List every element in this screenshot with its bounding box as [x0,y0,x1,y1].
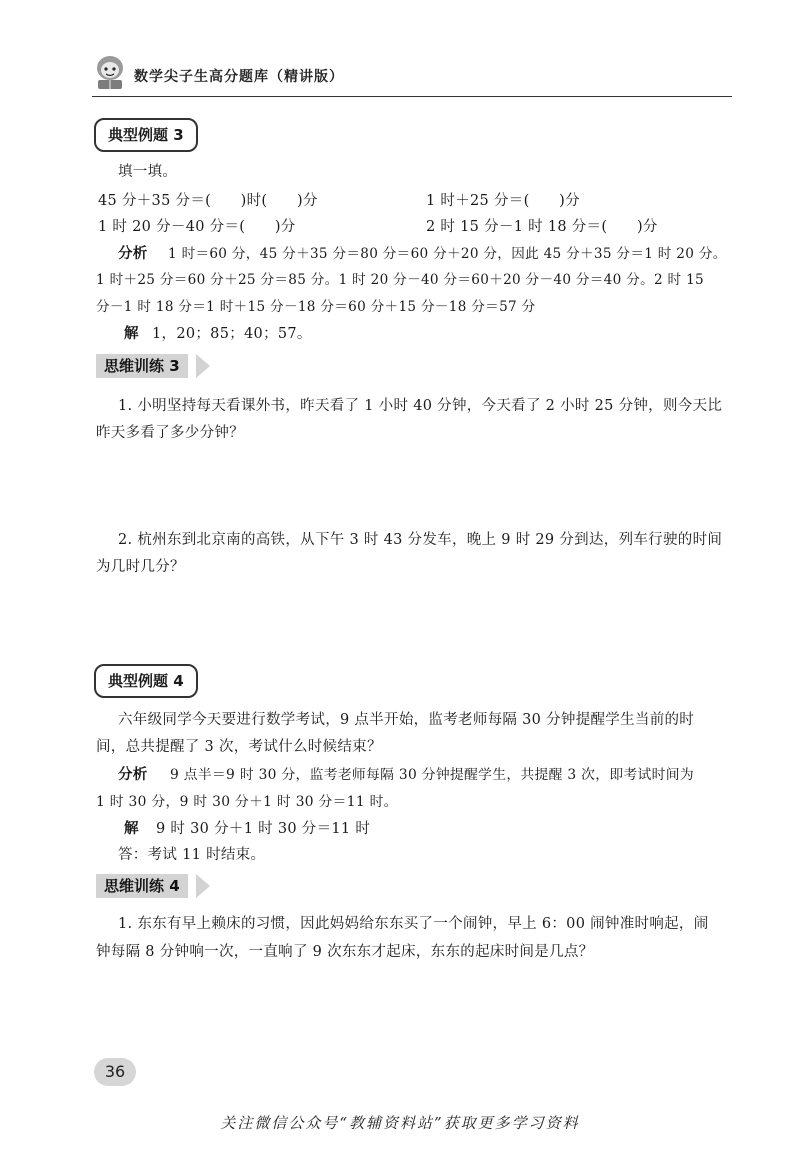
example-4-question-line-2: 间，总共提醒了 3 次，考试什么时候结束？ [96,739,382,755]
example-3-instruction: 填一填。 [118,164,178,180]
example-3-solution-text: 1，20；85；40；57。 [152,326,312,342]
example-4-question-line-1: 六年级同学今天要进行数学考试，9 点半开始，监考老师每隔 30 分钟提醒学生当前的时 [118,712,695,728]
example-3-question-3: 1 时 20 分－40 分＝( )分 [98,219,296,235]
example-4-analysis-label: 分析 [118,767,148,783]
example-3-badge: 典型例题 3 [94,118,198,152]
example-3-analysis-line-3: 分－1 时 18 分＝1 时＋15 分－18 分＝60 分＋15 分－18 分＝57 分 [96,299,536,315]
training-3-problem-1-line-2: 昨天多看了多少分钟？ [96,425,244,441]
training-3-problem-2-line-2: 为几时几分？ [96,559,185,575]
example-4-solution-label: 解 [124,821,139,837]
training-3-problem-2-line-1: 2. 杭州东到北京南的高铁，从下午 3 时 43 分发车，晚上 9 时 29 分到达，列车行驶的时间 [118,532,723,548]
example-4-analysis-line-1: 9 点半＝9 时 30 分，监考老师每隔 30 分钟提醒学生，共提醒 3 次，即考试时间为 [170,767,694,783]
example-4-solution-text: 9 时 30 分＋1 时 30 分＝11 时 [156,821,371,837]
training-4-label: 思维训练 4 [96,874,188,898]
header-rule [92,96,732,97]
footer-note: 关注微信公众号“教辅资料站”获取更多学习资料 [220,1114,580,1132]
training-4-problem-1-line-2: 钟每隔 8 分钟响一次，一直响了 9 次东东才起床，东东的起床时间是几点？ [96,944,594,960]
training-3-label: 思维训练 3 [96,354,188,378]
training-4-problem-1-line-1: 1. 东东有早上赖床的习惯，因此妈妈给东东买了一个闹钟，早上 6：00 闹钟准时响起，闹 [118,916,709,932]
example-3-analysis-line-2: 1 时＋25 分＝60 分＋25 分＝85 分。1 时 20 分－40 分＝60＋20 分－40 分＝40 分。2 时 15 [96,272,704,288]
page-number: 36 [94,1058,136,1086]
training-4-arrow [196,874,210,898]
mascot-logo [92,52,128,92]
training-3-problem-1-line-1: 1. 小明坚持每天看课外书，昨天看了 1 小时 40 分钟，今天看了 2 小时 25 分钟，则今天比 [118,398,723,414]
example-3-solution-label: 解 [124,326,139,342]
example-3-analysis-line-1: 1 时＝60 分，45 分＋35 分＝80 分＝60 分＋20 分，因此 45 分＋35 分＝1 时 20 分。 [168,246,727,262]
example-4-badge: 典型例题 4 [94,664,198,698]
example-3-question-1: 45 分＋35 分＝( )时( )分 [98,193,318,209]
training-3-arrow [196,354,210,378]
header-title: 数学尖子生高分题库（精讲版） [134,69,344,85]
example-4-answer: 答：考试 11 时结束。 [118,847,266,863]
example-3-question-4: 2 时 15 分－1 时 18 分＝( )分 [426,219,658,235]
example-4-analysis-line-2: 1 时 30 分，9 时 30 分＋1 时 30 分＝11 时。 [96,794,398,810]
example-3-question-2: 1 时＋25 分＝( )分 [426,193,580,209]
example-3-analysis-label: 分析 [118,246,148,262]
